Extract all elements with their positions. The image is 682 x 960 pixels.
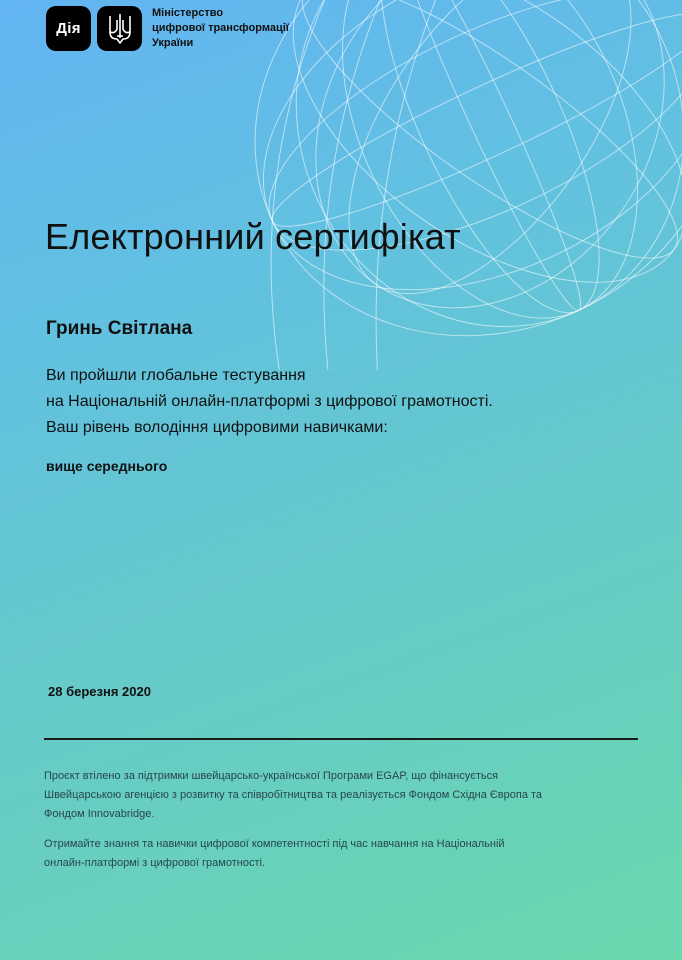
- body-line: на Національній онлайн-платформі з цифрової грамотності.: [46, 393, 493, 410]
- certificate-body: [46, 363, 493, 441]
- ministry-name: [152, 6, 289, 51]
- project-note: [44, 767, 542, 824]
- body-line: Ваш рівень володіння цифровими навичками:: [46, 419, 388, 436]
- ministry-line: Міністерство: [152, 7, 224, 19]
- promo-note-line: Отримайте знання та навички цифрової компетентності під час навчання на Національній: [44, 838, 505, 850]
- promo-note-line: онлайн-платформі з цифрової грамотності.: [44, 857, 265, 869]
- diia-logo: Дія: [46, 6, 91, 51]
- recipient-name: Гринь Світлана: [46, 318, 193, 339]
- certificate-title: Електронний сертифікат: [45, 216, 461, 257]
- body-line: Ви пройшли глобальне тестування: [46, 367, 306, 384]
- project-note-line: Швейцарською агенцією з розвитку та співробітництва та реалізується Фондом Східна Європа та: [44, 789, 543, 801]
- header: [46, 6, 289, 51]
- ministry-line: цифрової трансформації: [152, 22, 289, 34]
- ministry-line: України: [152, 37, 194, 49]
- promo-note: [44, 835, 505, 873]
- skill-level: вище середнього: [46, 458, 168, 474]
- wireframe-globe-icon: [160, 0, 682, 370]
- trident-icon: [97, 6, 142, 51]
- project-note-line: Проєкт втілено за підтримки швейцарсько-української Програми EGAP, що фінансується: [44, 770, 499, 782]
- divider: [44, 738, 638, 740]
- issue-date: 28 березня 2020: [48, 684, 151, 699]
- project-note-line: Фондом Innovabridge.: [44, 808, 155, 820]
